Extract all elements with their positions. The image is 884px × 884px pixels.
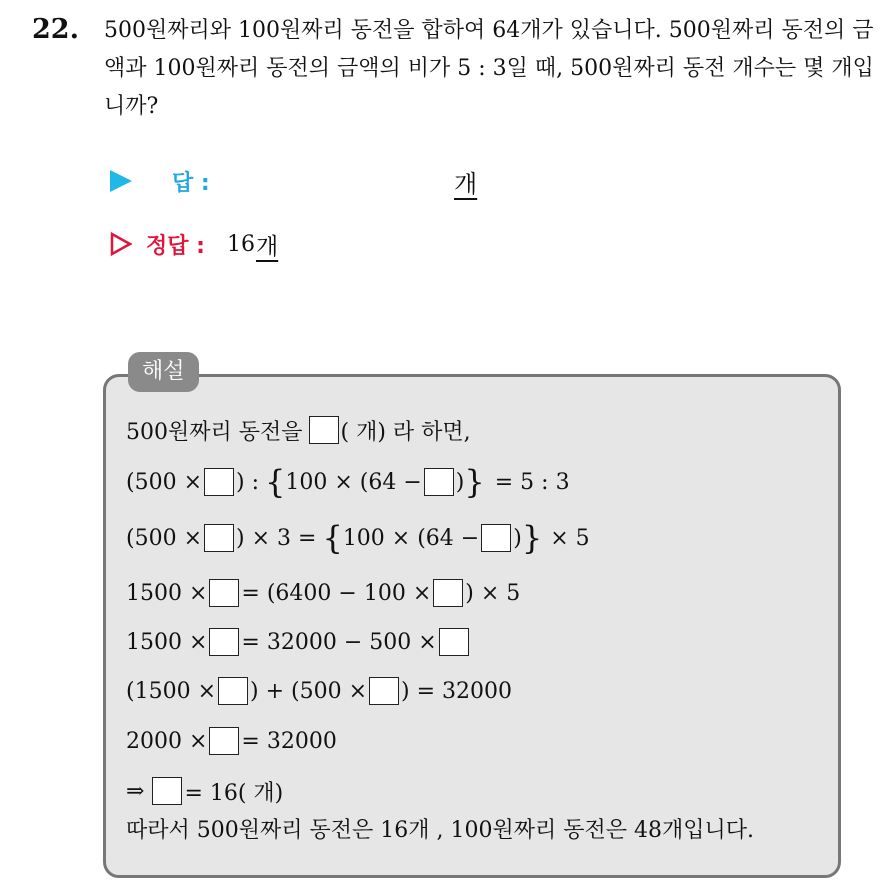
blank-box <box>209 579 239 607</box>
explanation-line-4 <box>126 575 520 611</box>
blank-box <box>369 677 399 705</box>
left-brace: { <box>265 463 286 501</box>
blank-box <box>309 416 339 444</box>
blank-box <box>433 579 463 607</box>
question-number: 22. <box>32 14 79 45</box>
play-icon <box>110 170 132 192</box>
text: = 16( 개) <box>184 780 284 806</box>
text: (500 × <box>126 525 203 551</box>
correct-answer-value: 16 <box>226 231 255 257</box>
explanation-line-1 <box>126 412 471 448</box>
text: ) : <box>236 469 260 495</box>
left-brace: { <box>322 519 343 557</box>
blank-box <box>204 524 234 552</box>
text: 1500 × <box>126 580 208 606</box>
right-brace: } <box>521 519 543 557</box>
explanation-line-8 <box>126 773 283 809</box>
correct-answer-label: 정답 : <box>146 233 205 259</box>
text: 1500 × <box>126 629 208 655</box>
explanation-tab: 해설 <box>128 352 199 392</box>
text: = (6400 − 100 × <box>241 580 432 606</box>
explanation-line-5 <box>126 624 471 660</box>
text: (500 × <box>126 469 203 495</box>
blank-box <box>209 628 239 656</box>
text: = 32000 − 500 × <box>241 629 437 655</box>
explanation-line-3 <box>126 520 590 556</box>
text: ) <box>455 469 465 495</box>
blank-box <box>218 677 248 705</box>
text: = 5 : 3 <box>494 469 570 495</box>
text: 500원짜리 동전을 <box>126 419 303 445</box>
correct-answer-unit: 개 <box>255 233 279 260</box>
answer-label: 답 : <box>172 170 210 196</box>
text: 100 × (64 − <box>285 469 422 495</box>
explanation-line-6 <box>126 673 512 709</box>
blank-box <box>152 777 182 805</box>
right-brace: } <box>464 463 485 501</box>
blank-box <box>204 468 234 496</box>
text: ) × 3 = <box>236 525 317 551</box>
text: = 32000 <box>241 728 337 754</box>
blank-box <box>424 468 454 496</box>
blank-box <box>209 727 239 755</box>
play-outline-icon <box>110 232 132 256</box>
text: ) + (500 × <box>250 678 368 704</box>
text: ⇒ <box>126 778 145 804</box>
text: 2000 × <box>126 728 208 754</box>
blank-box <box>439 628 469 656</box>
explanation-conclusion: 따라서 500원짜리 동전은 16개 , 100원짜리 동전은 48개입니다. <box>126 817 754 843</box>
text: ) × 5 <box>465 580 521 606</box>
answer-unit: 개 <box>454 170 478 198</box>
text: × 5 <box>550 525 590 551</box>
text: ( 개) 라 하면, <box>340 419 471 445</box>
text: ) <box>513 525 522 551</box>
text: ) = 32000 <box>401 678 513 704</box>
text: 100 × (64 − <box>342 525 480 551</box>
explanation-line-7 <box>126 723 337 759</box>
question-text: 500원짜리와 100원짜리 동전을 합하여 64개가 있습니다. 500원짜리 동전의 금액과 100원짜리 동전의 금액의 비가 5 : 3일 때, 500원짜리 동전 개수는 몇 개입니까? <box>104 18 874 119</box>
answer-row <box>110 164 210 198</box>
blank-box <box>481 524 511 552</box>
text: (1500 × <box>126 678 216 704</box>
explanation-line-2 <box>126 464 570 500</box>
correct-answer-row <box>110 226 278 262</box>
